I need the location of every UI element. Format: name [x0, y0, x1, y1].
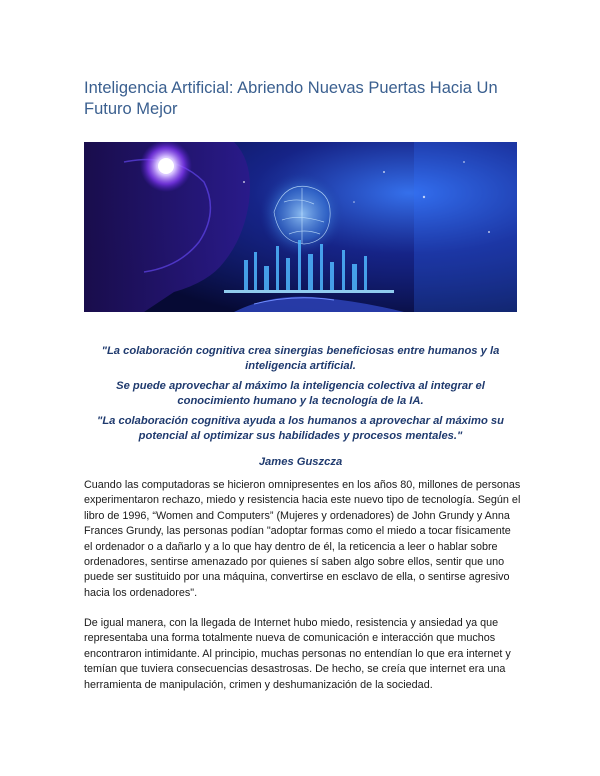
body-paragraph-1: Cuando las computadoras se hicieron omnipresentes en los años 80, millones de personas experimentaron rechazo, miedo y resistencia hacia este nuevo tipo de tecnología. Según el libro de 1996, “Women and Computers” (Mujeres y ordenadores) de John Grundy y Anna Frances Grundy, las personas podían "adoptar formas como el miedo a tocar físicamente el ordenador o a dañarlo y a lo que hay dentro de él, la reticencia a leer o hablar sobre ordenadores, sentirse amenazado por quienes sí saben algo sobre ellos, sentir que uno puede ser sustituido por una máquina, convertirse en esclavo de ella, o sentirse agresivo hacia los ordenadores".	[84, 479, 521, 599]
quote-author: James Guszcza	[258, 456, 343, 468]
ai-hero-image	[84, 142, 517, 312]
document-title: Inteligencia Artificial: Abriendo Nuevas Puertas Hacia Un Futuro Mejor	[84, 79, 498, 118]
quote-1: "La colaboración cognitiva crea sinergias beneficiosas entre humanos y la inteligencia artificial.	[101, 345, 500, 372]
quote-2: Se puede aprovechar al máximo la inteligencia colectiva al integrar el conocimiento humano y la tecnología de la IA.	[116, 380, 485, 407]
quote-3: "La colaboración cognitiva ayuda a los humanos a aprovechar al máximo su potencial al optimizar sus habilidades y procesos mentales."	[97, 415, 504, 442]
body-paragraph-2: De igual manera, con la llegada de Internet hubo miedo, resistencia y ansiedad ya que representaba una forma totalmente nueva de comunicación e interacción que muchos encontraron intimidante. Al principio, muchas personas no entendían lo que era internet y temían que tuviera consecuencias desastrosas. De hecho, se creía que internet era una herramienta de manipulación, crimen y deshumanización de la sociedad.	[84, 617, 511, 691]
